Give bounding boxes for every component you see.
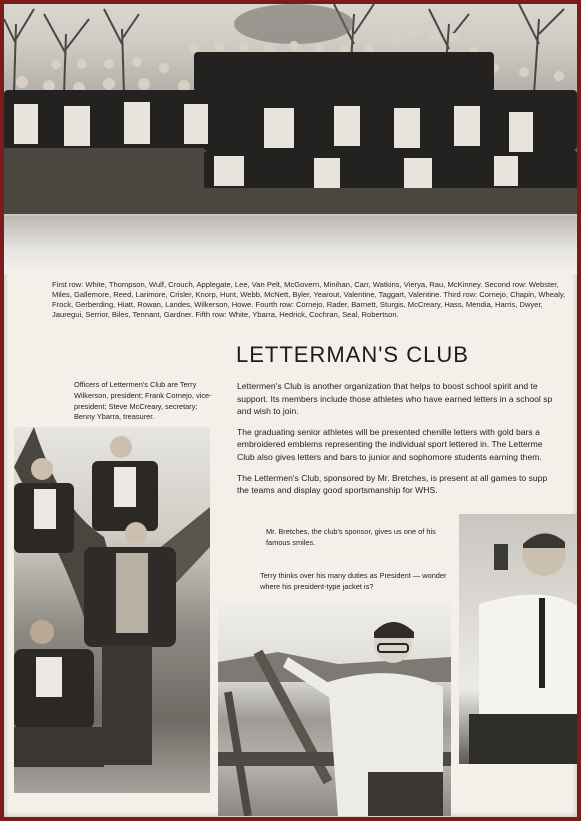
body-line: and wish to join.: [237, 406, 299, 417]
page-title: LETTERMAN'S CLUB: [236, 342, 469, 367]
body-line: Club also gives letters and bars to junior and sophomore students earning them.: [237, 451, 542, 462]
terry-caption: Terry thinks over his many duties as President — wonder where his president-type jacket is?: [260, 571, 447, 591]
body-paragraph: [237, 380, 577, 418]
officers-photo: [14, 427, 210, 793]
officers-caption: Officers of Lettermen's Club are Terry Wilkerson, president; Frank Cornejo, vice-president; Steve McCreary, secretary; Benny Ybarra, treasurer.: [74, 380, 212, 422]
body-paragraph: [237, 426, 577, 464]
terry-photo: [218, 602, 451, 816]
group-photo: [4, 4, 577, 274]
body-line: Lettermen's Club is another organization that helps to boost school spirit and te: [237, 381, 538, 391]
terry-figure: [218, 602, 451, 816]
body-line: the teams and display good sportsmanship for WHS.: [237, 485, 438, 496]
article-body: [237, 380, 577, 505]
bretches-photo: [459, 514, 577, 764]
ice-ground: [4, 216, 577, 274]
body-paragraph: [237, 472, 577, 497]
body-line: embroidered emblems representing the individual sport lettered in. The Letterme: [237, 439, 543, 450]
body-line: The graduating senior athletes will be presented chenille letters with gold bars a: [237, 426, 540, 437]
group-photo-caption: First row: White, Thompson, Wulf, Crouch, Applegate, Lee, Van Pelt, McGovern, Minihan, Carr, Watkins, Vierya, Rau, McKinney. Second row: Webster, Miles, Gallemore, Reed, Larimore, Crisler, Knorp, Hunt, Webb, McNett, Byler, Yearout, Valentine, Taggart, Valentine. Third row: Cornejo, Chapin, Whealy, Frock, Gerberding, Hiatt, Rowan, Landes, Wilkerson, Howe. Fourth row: Cornejo, Rader, Barnett, Sturgis, McCreary, Hass, Mendia, Harris, Dwyer, Jauregui, Serrior, Biles, Tennant, Gardner. Fifth row: White, Ybarra, Hedrick, Cochran, Seal, Robertson.: [52, 280, 566, 319]
body-line: support. Its members include those athletes who have earned letters in a school sp: [237, 393, 553, 404]
officers-figures: [14, 427, 210, 793]
bretches-figure: [459, 514, 577, 764]
sponsor-caption: Mr. Bretches, the club's sponsor, gives us one of his famous smiles.: [266, 527, 436, 547]
body-line: The Lettermen's Club, sponsored by Mr. Bretches, is present at all games to supp: [237, 472, 548, 483]
club-members: [4, 24, 577, 224]
yearbook-page: [4, 4, 577, 817]
